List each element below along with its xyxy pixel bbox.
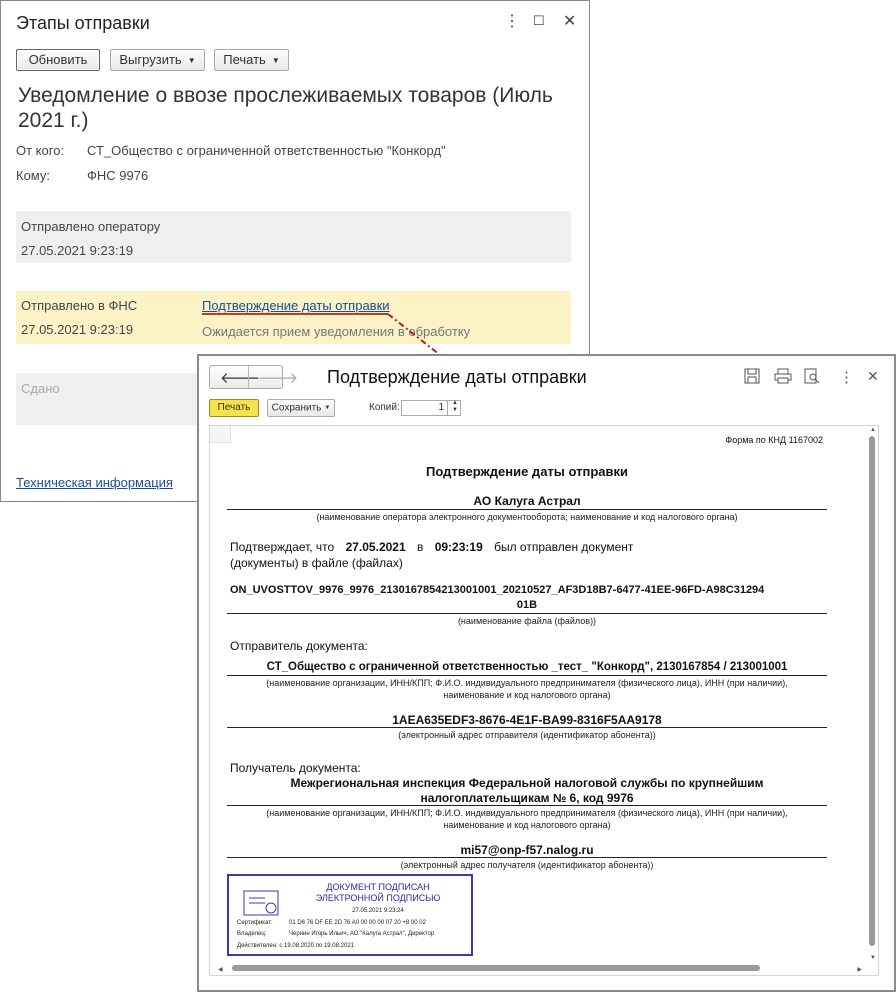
sender-value: СТ_Общество с ограниченной ответственностью _тест_ "Конкорд", 2130167854 / 213001001 [266, 661, 788, 673]
confirmation-link[interactable]: Подтверждение даты отправки [202, 298, 390, 313]
window-title: Подтверждение даты отправки [327, 367, 587, 387]
stamp-owner-label: Владелец: [237, 931, 267, 937]
sheet-corner [210, 426, 231, 443]
back-arrow-icon[interactable]: 🡐 [220, 370, 261, 387]
close-icon[interactable]: ✕ [867, 368, 879, 384]
rule [227, 613, 827, 614]
confirmation-window [197, 354, 896, 992]
preview-icon[interactable] [804, 368, 820, 387]
chevron-down-icon: ▼ [187, 55, 196, 65]
stamp-valid: Действителен: с 19.08.2020 по 19.08.2021 [237, 943, 354, 949]
from-label: От кого: [16, 143, 65, 158]
operator-name: АО Калуга Астрал [473, 494, 581, 508]
refresh-button[interactable]: Обновить [16, 49, 100, 71]
recipient-email-caption: (электронный адрес получателя (идентификатор абонента)) [400, 860, 654, 870]
stage-sent-to-fns [16, 291, 571, 344]
confirm-suffix: был отправлен документ [494, 540, 634, 554]
confirm-in: в [416, 540, 424, 554]
confirm-time: 09:23:19 [434, 540, 483, 554]
copies-input[interactable]: 1 [401, 400, 461, 416]
sender-id-caption: (электронный адрес отправителя (идентификатор абонента)) [398, 730, 656, 740]
from-value: СТ_Общество с ограниченной ответственностью "Конкорд" [87, 143, 446, 158]
stamp-line1: ДОКУМЕНТ ПОДПИСАН [326, 882, 430, 892]
signature-stamp [227, 874, 473, 956]
certificate-icon [243, 890, 281, 920]
save-label: Сохранить [271, 402, 322, 414]
stamp-owner-value: Чернин Игорь Ильич, АО "Калуга Астрал", Директор [289, 931, 435, 937]
confirm-prefix: Подтверждает, что [230, 540, 335, 554]
file-name: ON_UVOSTTOV_9976_9976_2130167854213001001_20210527_AF3D18B7-6477-41EE-96FD-A98C31294 [230, 584, 765, 596]
rule [227, 675, 827, 676]
form-code: Форма по КНД 1167002 [725, 435, 823, 445]
link-underline-highlight [202, 313, 388, 315]
scroll-up-icon[interactable]: ▲ [870, 427, 876, 433]
chevron-down-icon: ▼ [324, 405, 331, 411]
doc-heading: Подтверждение даты отправки [426, 464, 628, 479]
more-icon[interactable]: ⋮ [504, 13, 520, 30]
sender-label: Отправитель документа: [230, 639, 368, 653]
window-title: Этапы отправки [16, 13, 150, 33]
file-name-end: 01B [516, 599, 538, 611]
confirm-date: 27.05.2021 [345, 540, 406, 554]
document-sheet [209, 425, 879, 976]
nav-divider [248, 366, 249, 388]
stamp-line2: ЭЛЕКТРОННОЙ ПОДПИСЬЮ [315, 893, 441, 903]
rule [227, 805, 827, 806]
stage-title: Отправлено оператору [21, 219, 161, 234]
org-caption-2: наименование и код налогового органа) [443, 820, 611, 830]
to-label: Кому: [16, 168, 50, 183]
print-button[interactable] [214, 49, 289, 71]
stage-time: 27.05.2021 9:23:19 [21, 322, 134, 337]
stamp-cert-label: Сертификат: [237, 920, 273, 926]
rule [227, 509, 827, 510]
recipient-email: mi57@onp-f57.nalog.ru [460, 843, 594, 857]
operator-caption: (наименование оператора электронного документооборота; наименование и код налогового органа) [316, 512, 738, 522]
recipient-value-2: налогоплательщикам № 6, код 9976 [420, 791, 634, 805]
copies-stepper[interactable]: ▲ ▼ [447, 400, 462, 416]
org-caption-2: наименование и код налогового органа) [443, 690, 611, 700]
sender-id: 1AEA635EDF3-8676-4E1F-BA99-8316F5AA9178 [392, 713, 662, 727]
scroll-down-icon[interactable]: ▼ [870, 955, 876, 961]
copies-label: Копий: [369, 402, 400, 413]
recipient-label: Получатель документа: [230, 761, 361, 775]
document-title: Уведомление о ввозе прослеживаемых товаров (Июль 2021 г.) [18, 84, 553, 132]
chevron-down-icon: ▼ [271, 55, 280, 65]
print-button[interactable]: Печать [209, 399, 259, 417]
stamp-title [289, 882, 467, 904]
maximize-icon[interactable]: ☐ [533, 13, 545, 28]
export-button[interactable] [110, 49, 205, 71]
save-button[interactable] [267, 399, 335, 417]
stage-title: Сдано [21, 381, 60, 396]
printer-icon[interactable] [774, 368, 792, 387]
to-value: ФНС 9976 [87, 168, 149, 183]
technical-info-link[interactable]: Техническая информация [16, 475, 173, 490]
file-caption: (наименование файла (файлов)) [457, 616, 597, 626]
save-icon[interactable] [744, 368, 760, 387]
more-icon[interactable]: ⋮ [839, 369, 854, 386]
stage-time: 27.05.2021 9:23:19 [21, 243, 134, 258]
stage-status: Ожидается прием уведомления в обработку [202, 324, 471, 339]
scroll-right-icon[interactable]: ▶ [857, 967, 862, 973]
rule [227, 727, 827, 728]
org-caption: (наименование организации, ИНН/КПП; Ф.И.О. индивидуального предпринимателя (физического лица), ИНН (при наличии), [266, 678, 788, 688]
export-label: Выгрузить [119, 52, 182, 67]
confirm-line [230, 540, 633, 554]
confirm-line-2: (документы) в файле (файлах) [230, 556, 403, 570]
rule [227, 857, 827, 858]
horizontal-scrollbar[interactable] [232, 965, 760, 971]
stamp-datetime: 27.05.2021 9:23:24 [352, 908, 404, 914]
close-icon[interactable]: ✕ [563, 13, 577, 30]
stage-sent-to-operator [16, 211, 571, 263]
stamp-cert-value: 01 D6 76 DF EE 2D 76 A0 00 00 00 07 20 +8 00 02 [289, 920, 426, 926]
print-label: Печать [223, 52, 266, 67]
nav-buttons [209, 365, 299, 389]
vertical-scrollbar[interactable] [869, 436, 875, 946]
org-caption: (наименование организации, ИНН/КПП; Ф.И.О. индивидуального предпринимателя (физического лица), ИНН (при наличии), [266, 808, 788, 818]
stage-title: Отправлено в ФНС [21, 298, 138, 313]
scroll-left-icon[interactable]: ◀ [218, 967, 223, 973]
forward-arrow-icon[interactable]: 🡒 [258, 370, 299, 387]
recipient-value: Межрегиональная инспекция Федеральной налоговой службы по крупнейшим [290, 776, 764, 790]
